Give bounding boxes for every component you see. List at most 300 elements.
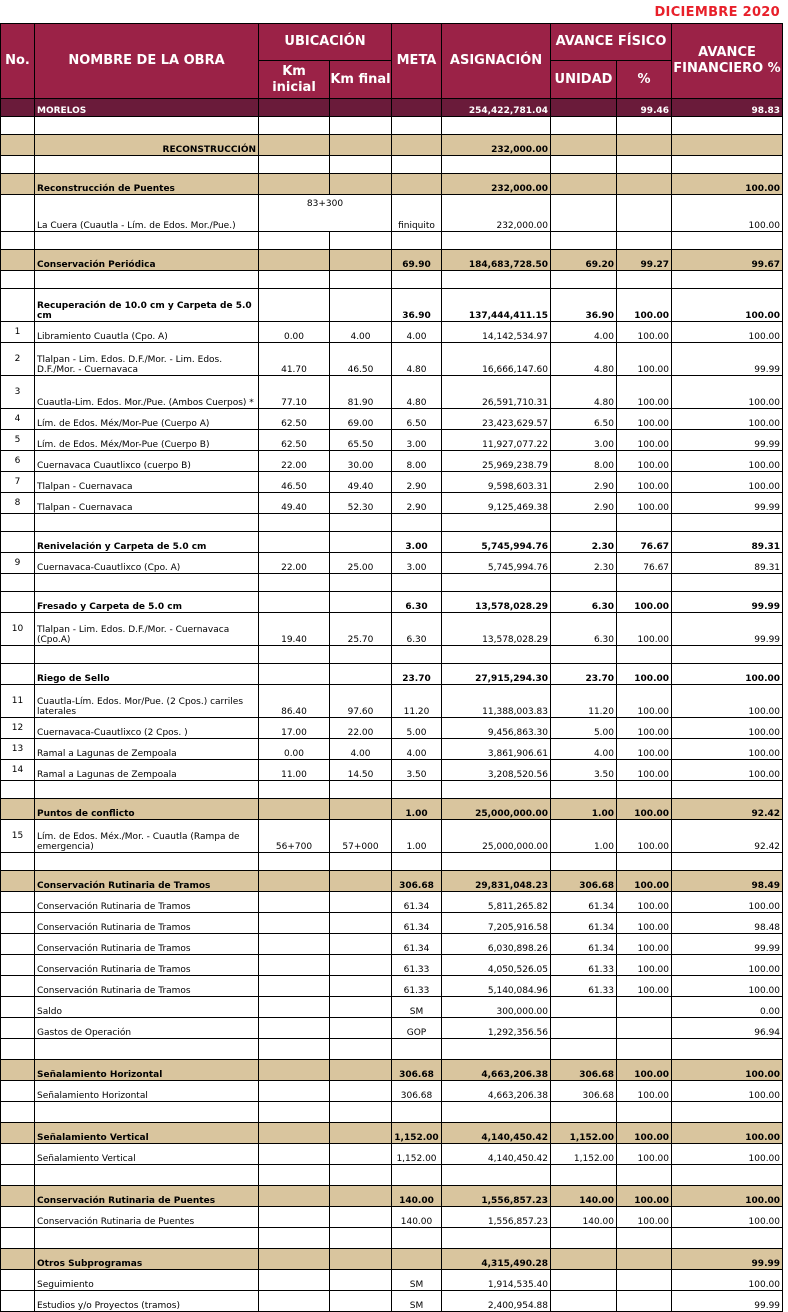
table-row [1, 376, 783, 409]
cell-unidad: 4.00 [551, 739, 617, 760]
cell-km-inicial [259, 174, 330, 195]
cell-avance-financiero: 100.00 [672, 718, 783, 739]
cell-km-inicial [259, 1102, 330, 1123]
table-row [1, 1186, 783, 1207]
cell-km-inicial [259, 1207, 330, 1228]
cell-meta [392, 574, 442, 592]
cell-unidad [551, 646, 617, 664]
cell-nombre: Conservación Rutinaria de Tramos [35, 871, 259, 892]
table-row [1, 1291, 783, 1312]
cell-km-inicial [259, 1228, 330, 1249]
cell-nombre: Cuernavaca Cuautlixco (cuerpo B) [35, 451, 259, 472]
cell-nombre: Lím. de Edos. Méx/Mor-Pue (Cuerpo A) [35, 409, 259, 430]
cell-asignacion: 25,969,238.79 [442, 451, 551, 472]
cell-pct: 100.00 [617, 955, 672, 976]
cell-pct: 100.00 [617, 1144, 672, 1165]
cell-asignacion: 13,578,028.29 [442, 592, 551, 613]
cell-nombre: Conservación Rutinaria de Tramos [35, 934, 259, 955]
cell-no [1, 514, 35, 532]
cell-no: 12 [1, 718, 35, 739]
cell-nombre: Señalamiento Vertical [35, 1123, 259, 1144]
cell-meta [392, 1249, 442, 1270]
cell-unidad [551, 514, 617, 532]
cell-km-inicial [259, 799, 330, 820]
cell-unidad: 8.00 [551, 451, 617, 472]
cell-km-inicial [259, 289, 330, 322]
cell-pct [617, 232, 672, 250]
cell-pct [617, 135, 672, 156]
cell-asignacion: 4,050,526.05 [442, 955, 551, 976]
cell-meta: 306.68 [392, 1060, 442, 1081]
cell-meta: SM [392, 1291, 442, 1312]
cell-asignacion: 1,914,535.40 [442, 1270, 551, 1291]
cell-avance-financiero: 98.83 [672, 99, 783, 117]
table-row [1, 1060, 783, 1081]
cell-nombre: Ramal a Lagunas de Zempoala [35, 739, 259, 760]
cell-asignacion: 26,591,710.31 [442, 376, 551, 409]
cell-pct [617, 1165, 672, 1186]
cell-pct: 100.00 [617, 685, 672, 718]
cell-nombre: Saldo [35, 997, 259, 1018]
table-row [1, 976, 783, 997]
cell-km-final [330, 1270, 392, 1291]
cell-km-inicial [259, 781, 330, 799]
cell-asignacion [442, 514, 551, 532]
cell-meta: 4.00 [392, 739, 442, 760]
cell-avance-financiero: 99.99 [672, 934, 783, 955]
cell-nombre: MORELOS [35, 99, 259, 117]
cell-meta: 61.34 [392, 892, 442, 913]
header-no: No. [1, 24, 35, 99]
cell-asignacion: 254,422,781.04 [442, 99, 551, 117]
cell-nombre: Ramal a Lagunas de Zempoala [35, 760, 259, 781]
table-row [1, 174, 783, 195]
cell-asignacion [442, 117, 551, 135]
cell-meta: 6.30 [392, 592, 442, 613]
cell-nombre: Cuautla-Lím. Edos. Mor/Pue. (2 Cpos.) carriles laterales [35, 685, 259, 718]
cell-asignacion: 232,000.00 [442, 195, 551, 232]
cell-km-inicial [259, 934, 330, 955]
cell-unidad: 140.00 [551, 1186, 617, 1207]
cell-km-final: 30.00 [330, 451, 392, 472]
cell-unidad [551, 135, 617, 156]
cell-unidad [551, 1228, 617, 1249]
cell-meta: 1,152.00 [392, 1123, 442, 1144]
cell-no [1, 781, 35, 799]
cell-meta: 306.68 [392, 1081, 442, 1102]
cell-nombre: Conservación Rutinaria de Puentes [35, 1186, 259, 1207]
cell-avance-financiero [672, 514, 783, 532]
cell-km-final [330, 232, 392, 250]
cell-meta: 306.68 [392, 871, 442, 892]
cell-unidad: 61.33 [551, 976, 617, 997]
cell-nombre: Lím. de Edos. Méx./Mor. - Cuautla (Rampa de emergencia) [35, 820, 259, 853]
cell-unidad [551, 1270, 617, 1291]
cell-km-final [330, 781, 392, 799]
table-row [1, 322, 783, 343]
table-body [1, 99, 783, 1312]
cell-asignacion [442, 232, 551, 250]
cell-nombre: La Cuera (Cuautla - Lím. de Edos. Mor./Pue.) [35, 195, 259, 232]
cell-km-inicial: 17.00 [259, 718, 330, 739]
cell-no [1, 976, 35, 997]
cell-avance-financiero: 100.00 [672, 955, 783, 976]
cell-pct: 76.67 [617, 553, 672, 574]
cell-no: 4 [1, 409, 35, 430]
cell-pct [617, 1291, 672, 1312]
cell-km-final: 4.00 [330, 322, 392, 343]
cell-meta: 3.00 [392, 532, 442, 553]
cell-no: 2 [1, 343, 35, 376]
cell-km-final [330, 1144, 392, 1165]
cell-avance-financiero: 100.00 [672, 664, 783, 685]
cell-no [1, 1123, 35, 1144]
cell-pct [617, 1102, 672, 1123]
cell-nombre: Tlalpan - Lim. Edos. D.F./Mor. - Lim. Edos. D.F./Mor. - Cuernavaca [35, 343, 259, 376]
cell-nombre: Conservación Rutinaria de Tramos [35, 955, 259, 976]
cell-no [1, 1060, 35, 1081]
cell-no [1, 955, 35, 976]
cell-no [1, 99, 35, 117]
cell-unidad [551, 117, 617, 135]
cell-unidad [551, 174, 617, 195]
cell-km-final [330, 1228, 392, 1249]
cell-km-inicial: 0.00 [259, 322, 330, 343]
cell-nombre: Fresado y Carpeta de 5.0 cm [35, 592, 259, 613]
cell-nombre [35, 1102, 259, 1123]
cell-avance-financiero [672, 117, 783, 135]
cell-km-final: 25.70 [330, 613, 392, 646]
cell-km-final [330, 853, 392, 871]
cell-avance-financiero: 100.00 [672, 451, 783, 472]
cell-no [1, 1249, 35, 1270]
cell-unidad [551, 1291, 617, 1312]
table-row [1, 664, 783, 685]
cell-no: 7 [1, 472, 35, 493]
cell-asignacion: 14,142,534.97 [442, 322, 551, 343]
table-row [1, 892, 783, 913]
cell-asignacion: 4,140,450.42 [442, 1144, 551, 1165]
table-row [1, 718, 783, 739]
cell-no [1, 799, 35, 820]
cell-meta: 140.00 [392, 1207, 442, 1228]
cell-asignacion: 137,444,411.15 [442, 289, 551, 322]
cell-avance-financiero: 100.00 [672, 174, 783, 195]
cell-avance-financiero: 99.99 [672, 1249, 783, 1270]
header-meta: META [392, 24, 442, 99]
cell-no: 11 [1, 685, 35, 718]
cell-meta: SM [392, 997, 442, 1018]
cell-pct: 100.00 [617, 820, 672, 853]
cell-asignacion: 5,811,265.82 [442, 892, 551, 913]
cell-nombre: Estudios y/o Proyectos (tramos) [35, 1291, 259, 1312]
cell-pct: 100.00 [617, 1060, 672, 1081]
cell-asignacion: 9,125,469.38 [442, 493, 551, 514]
header-km-final: Km final [330, 61, 392, 99]
cell-avance-financiero: 99.99 [672, 343, 783, 376]
cell-km-inicial [259, 250, 330, 271]
cell-unidad: 6.50 [551, 409, 617, 430]
table-row [1, 1081, 783, 1102]
cell-nombre: Riego de Sello [35, 664, 259, 685]
spacer-row [1, 853, 783, 871]
cell-meta [392, 1039, 442, 1060]
cell-nombre: Conservación Rutinaria de Tramos [35, 976, 259, 997]
cell-avance-financiero [672, 156, 783, 174]
cell-avance-financiero [672, 232, 783, 250]
cell-nombre: Puntos de conflicto [35, 799, 259, 820]
cell-km-final [330, 1081, 392, 1102]
cell-km-inicial: 62.50 [259, 430, 330, 451]
cell-unidad: 2.30 [551, 532, 617, 553]
cell-avance-financiero: 89.31 [672, 532, 783, 553]
cell-asignacion: 13,578,028.29 [442, 613, 551, 646]
cell-avance-financiero: 100.00 [672, 1270, 783, 1291]
cell-unidad: 1.00 [551, 799, 617, 820]
cell-km-final [330, 532, 392, 553]
cell-avance-financiero: 0.00 [672, 997, 783, 1018]
cell-meta [392, 853, 442, 871]
cell-unidad: 2.90 [551, 493, 617, 514]
cell-km-final [330, 174, 392, 195]
cell-pct [617, 997, 672, 1018]
spacer-row [1, 117, 783, 135]
cell-km-final [330, 799, 392, 820]
cell-avance-financiero: 99.99 [672, 430, 783, 451]
cell-km-final [330, 892, 392, 913]
table-row [1, 472, 783, 493]
header-ubicacion: UBICACIÓN [259, 24, 392, 61]
table-row [1, 685, 783, 718]
cell-km-final [330, 646, 392, 664]
cell-avance-financiero: 100.00 [672, 472, 783, 493]
cell-asignacion [442, 271, 551, 289]
cell-nombre: Conservación Rutinaria de Tramos [35, 892, 259, 913]
cell-unidad: 3.50 [551, 760, 617, 781]
cell-km-final [330, 135, 392, 156]
cell-no [1, 532, 35, 553]
cell-avance-financiero: 100.00 [672, 1144, 783, 1165]
cell-km-final: 46.50 [330, 343, 392, 376]
cell-unidad: 61.34 [551, 934, 617, 955]
table-row [1, 1123, 783, 1144]
cell-avance-financiero [672, 1228, 783, 1249]
cell-km-final [330, 664, 392, 685]
cell-nombre [35, 574, 259, 592]
cell-nombre: Cuernavaca-Cuautlixco (2 Cpos. ) [35, 718, 259, 739]
cell-nombre: Señalamiento Horizontal [35, 1060, 259, 1081]
cell-unidad: 11.20 [551, 685, 617, 718]
cell-unidad [551, 99, 617, 117]
cell-km-final: 4.00 [330, 739, 392, 760]
cell-pct: 100.00 [617, 451, 672, 472]
cell-nombre: Conservación Periódica [35, 250, 259, 271]
cell-avance-financiero: 100.00 [672, 1207, 783, 1228]
cell-pct [617, 574, 672, 592]
cell-meta: 1.00 [392, 799, 442, 820]
cell-meta: GOP [392, 1018, 442, 1039]
cell-km-inicial [259, 1123, 330, 1144]
cell-km-inicial [259, 574, 330, 592]
cell-no: 8 [1, 493, 35, 514]
cell-pct [617, 1228, 672, 1249]
cell-unidad [551, 781, 617, 799]
cell-meta: 61.34 [392, 913, 442, 934]
cell-unidad: 306.68 [551, 871, 617, 892]
cell-pct: 100.00 [617, 343, 672, 376]
cell-meta: 61.34 [392, 934, 442, 955]
cell-no [1, 1144, 35, 1165]
cell-no [1, 664, 35, 685]
table-row [1, 613, 783, 646]
cell-nombre: Libramiento Cuautla (Cpo. A) [35, 322, 259, 343]
cell-unidad: 4.80 [551, 343, 617, 376]
cell-avance-financiero: 89.31 [672, 553, 783, 574]
cell-avance-financiero: 98.49 [672, 871, 783, 892]
cell-meta: 11.20 [392, 685, 442, 718]
cell-unidad: 3.00 [551, 430, 617, 451]
cell-unidad: 61.33 [551, 955, 617, 976]
cell-unidad: 140.00 [551, 1207, 617, 1228]
cell-asignacion: 11,388,003.83 [442, 685, 551, 718]
cell-unidad: 2.30 [551, 553, 617, 574]
spacer-row [1, 646, 783, 664]
table-row [1, 799, 783, 820]
cell-nombre: Tlalpan - Cuernavaca [35, 493, 259, 514]
cell-pct: 100.00 [617, 322, 672, 343]
cell-asignacion: 4,315,490.28 [442, 1249, 551, 1270]
cell-unidad [551, 574, 617, 592]
cell-nombre [35, 1039, 259, 1060]
cell-km-inicial [259, 232, 330, 250]
cell-km-inicial: 83+300 [259, 195, 392, 232]
cell-no: 3 [1, 376, 35, 409]
cell-meta: 61.33 [392, 976, 442, 997]
cell-avance-financiero: 99.99 [672, 592, 783, 613]
cell-pct: 100.00 [617, 799, 672, 820]
cell-km-final: 81.90 [330, 376, 392, 409]
cell-km-inicial [259, 514, 330, 532]
cell-km-inicial [259, 955, 330, 976]
cell-asignacion: 1,292,356.56 [442, 1018, 551, 1039]
cell-no: 10 [1, 613, 35, 646]
cell-km-final [330, 1123, 392, 1144]
table-row [1, 409, 783, 430]
cell-meta: 3.00 [392, 553, 442, 574]
cell-pct: 100.00 [617, 739, 672, 760]
cell-km-final [330, 871, 392, 892]
spacer-row [1, 1039, 783, 1060]
cell-avance-financiero: 99.99 [672, 1291, 783, 1312]
cell-no [1, 892, 35, 913]
cell-meta [392, 174, 442, 195]
cell-km-final [330, 99, 392, 117]
cell-km-inicial [259, 997, 330, 1018]
cell-avance-financiero: 100.00 [672, 1081, 783, 1102]
cell-nombre: Tlalpan - Lim. Edos. D.F./Mor. - Cuernavaca (Cpo.A) [35, 613, 259, 646]
cell-km-final [330, 1207, 392, 1228]
cell-unidad: 306.68 [551, 1060, 617, 1081]
cell-pct: 100.00 [617, 892, 672, 913]
cell-no [1, 1165, 35, 1186]
cell-km-final [330, 976, 392, 997]
cell-pct [617, 1039, 672, 1060]
cell-asignacion: 9,456,863.30 [442, 718, 551, 739]
cell-avance-financiero: 99.99 [672, 613, 783, 646]
cell-pct: 100.00 [617, 1123, 672, 1144]
header-asignacion: ASIGNACIÓN [442, 24, 551, 99]
table-row [1, 135, 783, 156]
cell-unidad: 61.34 [551, 913, 617, 934]
cell-unidad [551, 1102, 617, 1123]
cell-nombre: Seguimiento [35, 1270, 259, 1291]
cell-km-inicial [259, 1081, 330, 1102]
cell-km-inicial [259, 1270, 330, 1291]
cell-meta: 3.50 [392, 760, 442, 781]
cell-asignacion [442, 1228, 551, 1249]
cell-pct: 100.00 [617, 472, 672, 493]
cell-asignacion: 11,927,077.22 [442, 430, 551, 451]
cell-asignacion: 1,556,857.23 [442, 1186, 551, 1207]
cell-pct [617, 174, 672, 195]
cell-avance-financiero [672, 1102, 783, 1123]
header-unidad: UNIDAD [551, 61, 617, 99]
cell-unidad: 306.68 [551, 1081, 617, 1102]
cell-no [1, 1270, 35, 1291]
cell-pct [617, 781, 672, 799]
table-row [1, 289, 783, 322]
cell-avance-financiero: 99.67 [672, 250, 783, 271]
cell-unidad: 4.80 [551, 376, 617, 409]
cell-no: 6 [1, 451, 35, 472]
cell-km-final [330, 250, 392, 271]
cell-nombre: Conservación Rutinaria de Puentes [35, 1207, 259, 1228]
cell-no: 1 [1, 322, 35, 343]
cell-no [1, 1039, 35, 1060]
cell-nombre: RECONSTRUCCIÓN [35, 135, 259, 156]
cell-asignacion: 16,666,147.60 [442, 343, 551, 376]
cell-km-final [330, 934, 392, 955]
cell-meta [392, 514, 442, 532]
cell-km-inicial: 46.50 [259, 472, 330, 493]
cell-km-inicial [259, 646, 330, 664]
table-row [1, 820, 783, 853]
report-period: DICIEMBRE 2020 [654, 5, 780, 20]
cell-meta: 36.90 [392, 289, 442, 322]
table-row [1, 739, 783, 760]
table-row [1, 493, 783, 514]
cell-asignacion: 4,663,206.38 [442, 1060, 551, 1081]
cell-meta: 69.90 [392, 250, 442, 271]
cell-avance-financiero: 96.94 [672, 1018, 783, 1039]
table-row [1, 955, 783, 976]
header-avance-financiero: AVANCE FINANCIERO % [672, 24, 783, 99]
cell-avance-financiero [672, 646, 783, 664]
cell-meta: 61.33 [392, 955, 442, 976]
cell-km-inicial [259, 1018, 330, 1039]
cell-no [1, 574, 35, 592]
cell-unidad [551, 1039, 617, 1060]
cell-nombre [35, 271, 259, 289]
cell-unidad [551, 1018, 617, 1039]
cell-km-final: 22.00 [330, 718, 392, 739]
cell-avance-financiero [672, 853, 783, 871]
spacer-row [1, 514, 783, 532]
table-row [1, 997, 783, 1018]
cell-pct: 100.00 [617, 409, 672, 430]
cell-km-final [330, 1039, 392, 1060]
cell-meta: 5.00 [392, 718, 442, 739]
